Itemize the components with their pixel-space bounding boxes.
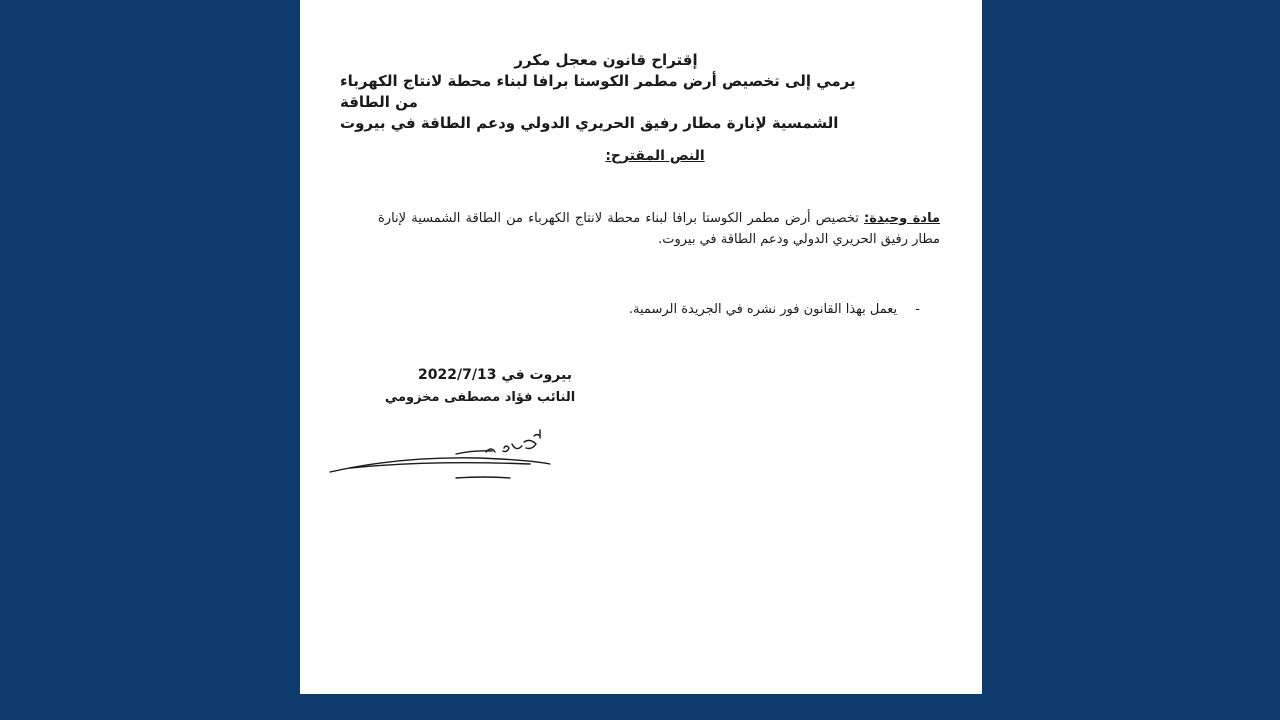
heading-line-1: إقتراح قانون معجل مكرر — [514, 51, 698, 69]
enactment-clause — [590, 302, 920, 317]
clause-dash: - — [915, 302, 920, 317]
proposed-text-heading: النص المقترح: — [605, 148, 705, 164]
article-label: مادة وحيدة: — [864, 211, 940, 226]
clause-text: يعمل بهذا القانون فور نشره في الجريدة الرسمية. — [628, 302, 898, 317]
document-title — [340, 50, 872, 134]
signatory-name: النائب فؤاد مصطفى مخزومي — [384, 390, 576, 405]
article-body: تخصيص أرض مطمر الكوستا برافا لبناء محطة لانتاج الكهرباء من الطاقة الشمسية لإنارة مطار رفيق الحريري الدولي ودعم الطاقة في بيروت. — [378, 211, 940, 247]
heading-line-3: الشمسية لإنارة مطار رفيق الحريري الدولي ودعم الطاقة في بيروت — [340, 114, 839, 132]
heading-line-2: يرمي إلى تخصيص أرض مطمر الكوستا برافا لبناء محطة لانتاج الكهرباء من الطاقة — [340, 72, 856, 111]
document-page — [300, 0, 982, 694]
place-date-label: بيروت في — [501, 367, 572, 383]
single-article — [378, 208, 940, 250]
place-date — [390, 367, 600, 383]
handwritten-signature — [326, 418, 566, 488]
date-value: 2022/7/13 — [418, 367, 497, 383]
